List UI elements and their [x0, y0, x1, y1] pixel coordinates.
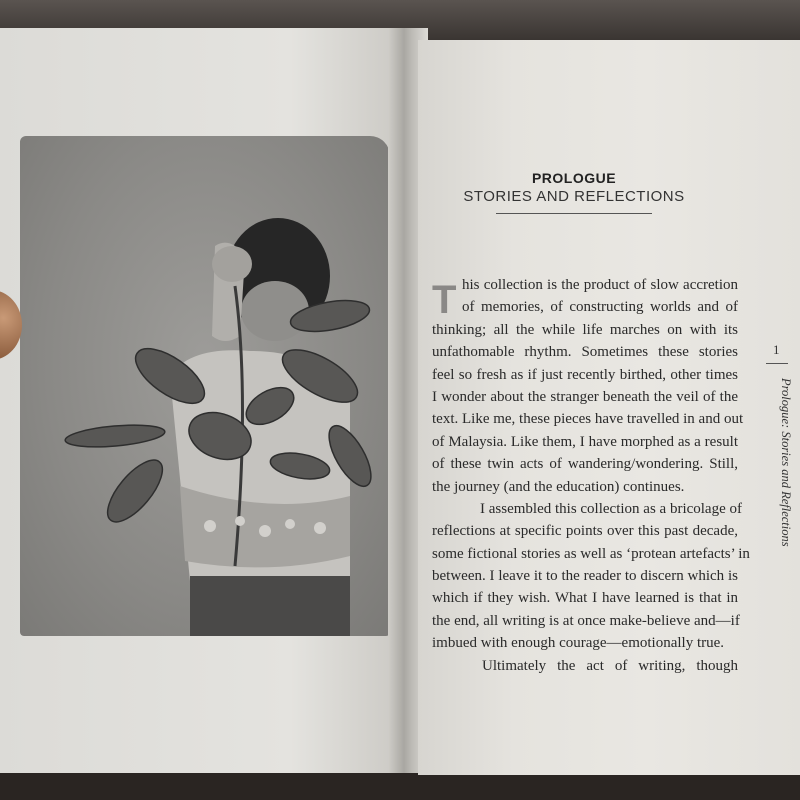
text-line: his collection is the product of slow accretion — [462, 277, 738, 293]
photo-illustration — [20, 136, 390, 636]
drop-cap: T — [432, 278, 457, 322]
text-line: which if they wish. What I have learned is that in — [432, 590, 738, 607]
text-line: the journey (and the education) continues. — [432, 478, 685, 495]
text-line: of Malaysia. Like them, I have morphed as a result — [432, 433, 738, 450]
text-line: I wonder about the stranger beneath the veil of the — [432, 388, 738, 405]
child-with-plant-photo — [20, 136, 390, 636]
page-number: 1 — [773, 342, 780, 357]
text-line: reflections at specific points over this past decade, — [432, 523, 738, 540]
left-page — [0, 28, 415, 773]
text-line: Ultimately the act of writing, though — [482, 657, 738, 674]
running-head: Prologue: Stories and Reflections — [779, 378, 793, 547]
text-line: imbued with enough courage—emotionally true. — [432, 635, 725, 652]
text-line: some fictional stories as well as ‘protean artefacts’ in — [432, 545, 750, 562]
text-line: of these twin acts of wandering/wondering. Still, — [432, 456, 738, 473]
body-text — [432, 274, 750, 677]
chapter-label: PROLOGUE — [531, 170, 617, 186]
text-line: of memories, of constructing worlds and of — [462, 299, 738, 316]
heading-rule — [496, 213, 652, 214]
text-line: thinking; all the while life marches on with its — [432, 321, 738, 338]
text-line: I assembled this collection as a bricolage of — [480, 500, 742, 517]
chapter-title: STORIES AND REFLECTIONS — [463, 188, 685, 205]
text-line: the end, all writing is at once make-believe and—if — [432, 612, 740, 629]
page-number-rule — [766, 363, 788, 364]
chapter-heading — [440, 170, 708, 214]
text-line: text. Like me, these pieces have travelled in and out — [432, 411, 744, 428]
text-line: between. I leave it to the reader to discern which is — [432, 568, 738, 585]
text-line: unfathomable rhythm. Sometimes these stories — [432, 344, 738, 361]
text-line: feel so fresh as if just recently birthed, other times — [432, 366, 738, 383]
